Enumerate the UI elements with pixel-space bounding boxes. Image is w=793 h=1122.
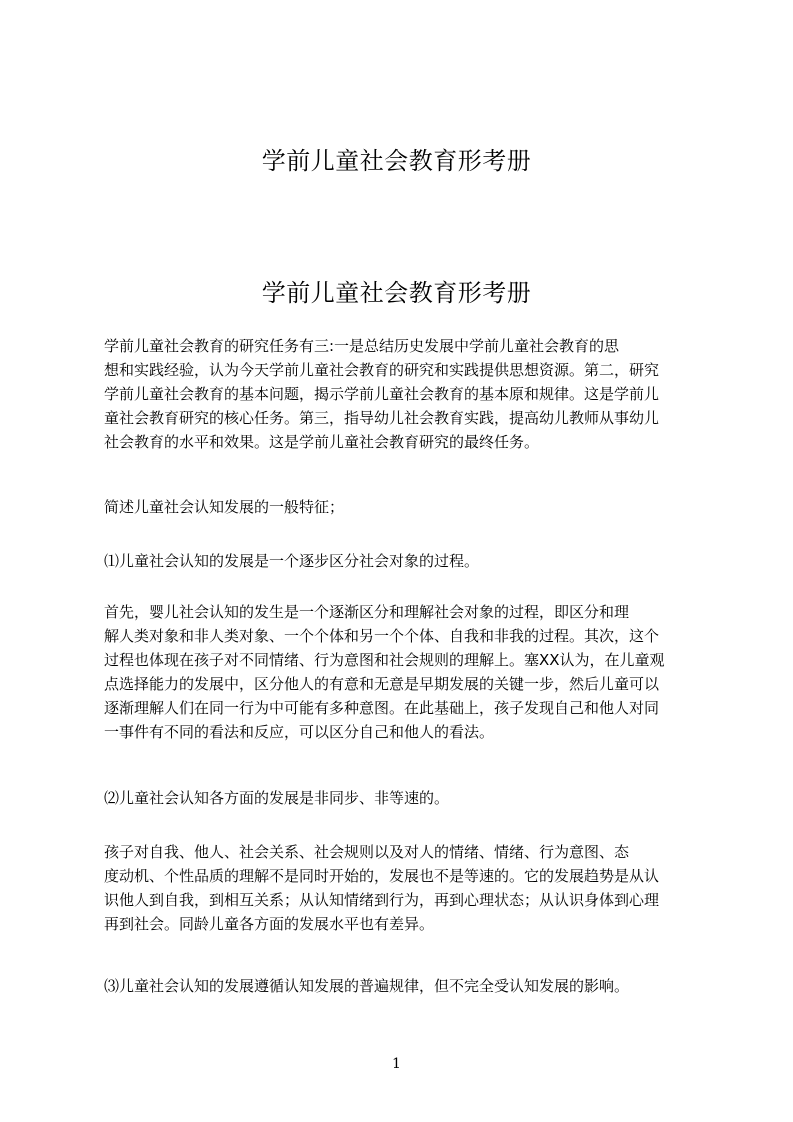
paragraph-research-tasks [104, 334, 699, 454]
text-line: 学前儿童社会教育的研究任务有三:一是总结历史发展中学前儿童社会教育的思 [104, 337, 620, 355]
text-line: 过程也体现在孩子对不同情绪、行为意图和社会规则的理解上。塞XX认为，在儿童观 [104, 651, 665, 669]
paragraph-point-2 [104, 786, 699, 810]
page-number: 1 [392, 1056, 401, 1072]
paragraph-point-3 [104, 974, 699, 998]
text-line: 简述儿童社会认知发展的一般特征； [104, 498, 345, 516]
text-line: ⑴儿童社会认知的发展是一个逐步区分社会对象的过程。 [104, 552, 480, 570]
text-line: 识他人到自我，到相互关系；从认知情绪到行为，再到心理状态；从认识身体到心理 [104, 891, 660, 909]
paragraph-point-1 [104, 549, 699, 573]
text-line: 度动机、个性品质的理解不是同时开始的，发展也不是等速的。它的发展趋势是从认 [104, 867, 660, 885]
text-line: ⑶儿童社会认知的发展遵循认知发展的普遍规律，但不完全受认知发展的影响。 [104, 977, 630, 995]
document-body [104, 334, 699, 1034]
text-line: 童社会教育研究的核心任务。第三，指导幼儿社会教育实践，提高幼儿教师从事幼儿 [104, 409, 660, 427]
paragraph-explanation-1 [104, 600, 699, 744]
text-line: 学前儿童社会教育的基本问题，揭示学前儿童社会教育的基本原和规律。这是学前儿 [104, 385, 660, 403]
document-title-top: 学前儿童社会教育形考册 [261, 147, 532, 175]
text-line: 一事件有不同的看法和反应，可以区分自己和他人的看法。 [104, 723, 495, 741]
text-line: 孩子对自我、他人、社会关系、社会规则以及对人的情绪、情绪、行为意图、态 [104, 843, 630, 861]
paragraph-explanation-2 [104, 840, 699, 936]
text-line: 社会教育的水平和效果。这是学前儿童社会教育研究的最终任务。 [104, 433, 540, 451]
text-line: 逐渐理解人们在同一行为中可能有多种意图。在此基础上，孩子发现自己和他人对同 [104, 699, 660, 717]
text-line: 点选择能力的发展中，区分他人的有意和无意是早期发展的关键一步，然后儿童可以 [104, 675, 660, 693]
document-title-main: 学前儿童社会教育形考册 [261, 279, 532, 307]
paragraph-question [104, 495, 699, 519]
text-line: ⑵儿童社会认知各方面的发展是非同步、非等速的。 [104, 789, 450, 807]
text-line: 解人类对象和非人类对象、一个个体和另一个个体、自我和非我的过程。其次，这个 [104, 627, 660, 645]
text-line: 想和实践经验，认为今天学前儿童社会教育的研究和实践提供思想资源。第二，研究 [104, 361, 660, 379]
text-line: 再到社会。同龄儿童各方面的发展水平也有差异。 [104, 915, 435, 933]
text-line: 首先，婴儿社会认知的发生是一个逐渐区分和理解社会对象的过程，即区分和理 [104, 603, 630, 621]
